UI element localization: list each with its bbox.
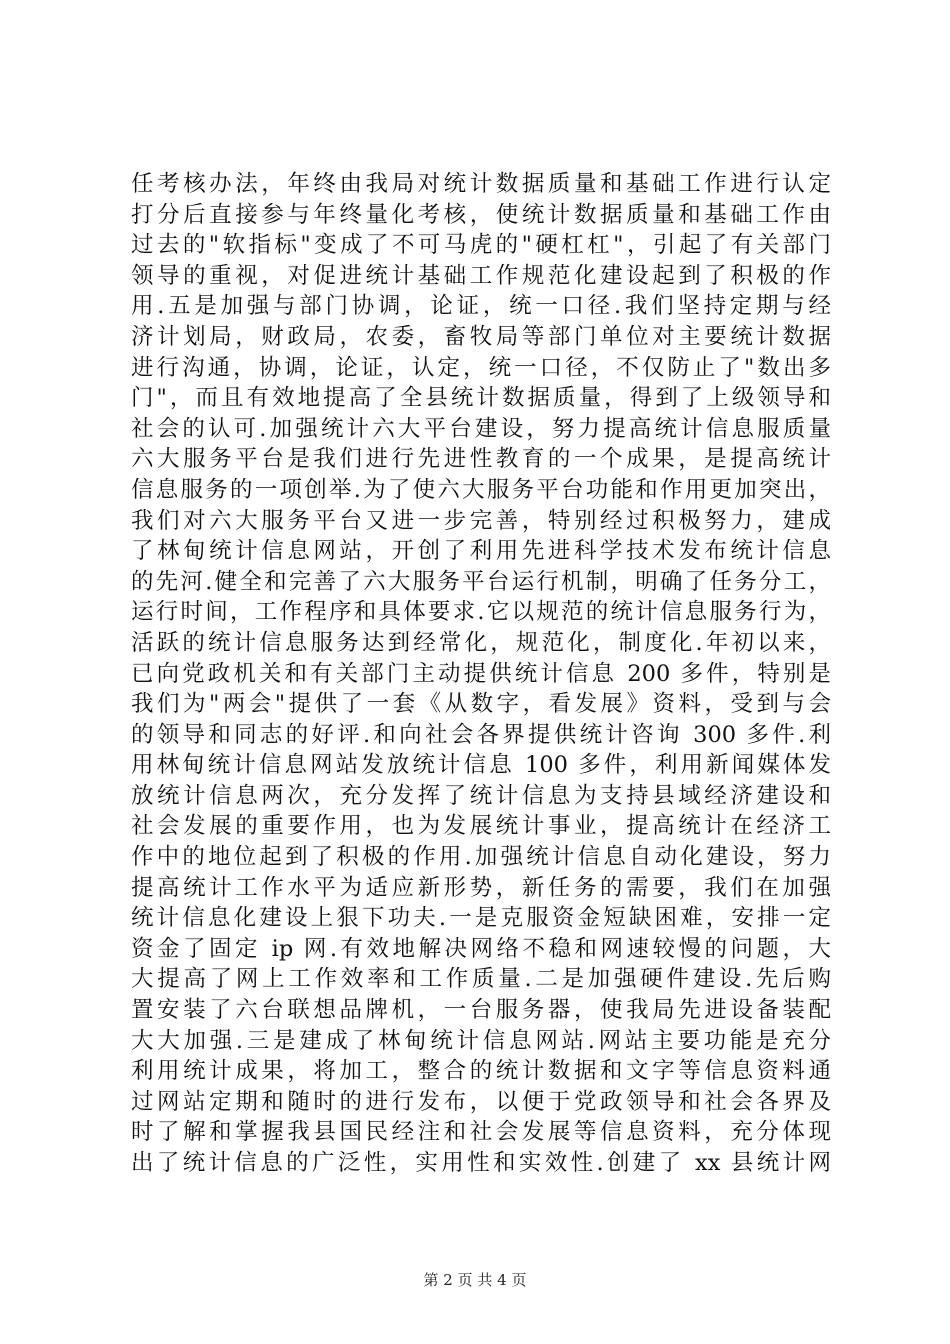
text-line: 用.五是加强与部门协调，论证，统一口径.我们坚持定期与经 — [131, 293, 831, 320]
text-line: 用林甸统计信息网站发放统计信息 100 多件，利用新闻媒体发 — [131, 752, 831, 779]
text-line: 了林甸统计信息网站，开创了利用先进科学技术发布统计信息 — [131, 538, 831, 565]
text-line: 运行时间，工作程序和具体要求.它以规范的统计信息服务行为， — [131, 599, 831, 626]
text-line: 领导的重视，对促进统计基础工作规范化建设起到了积极的作 — [131, 262, 831, 289]
text-line: 的先河.健全和完善了六大服务平台运行机制，明确了任务分工， — [131, 568, 831, 595]
text-line: 打分后直接参与年终量化考核，使统计数据质量和基础工作由 — [131, 201, 831, 228]
text-line: 六大服务平台是我们进行先进性教育的一个成果，是提高统计 — [131, 446, 831, 473]
text-line: 社会的认可.加强统计六大平台建设，努力提高统计信息服质量 — [131, 415, 831, 442]
text-line: 统计信息化建设上狠下功夫.一是克服资金短缺困难，安排一定 — [131, 905, 831, 932]
text-line: 进行沟通，协调，论证，认定，统一口径，不仅防止了"数出多 — [131, 354, 831, 381]
text-line: 置安装了六台联想品牌机，一台服务器，使我局先进设备装配 — [131, 997, 831, 1024]
text-line: 活跃的统计信息服务达到经常化，规范化，制度化.年初以来， — [131, 629, 831, 656]
text-line: 资金了固定 ip 网.有效地解决网络不稳和网速较慢的问题，大 — [131, 935, 831, 962]
text-line: 我们对六大服务平台又进一步完善，特别经过积极努力，建成 — [131, 507, 831, 534]
text-line: 任考核办法，年终由我局对统计数据质量和基础工作进行认定 — [131, 171, 831, 197]
text-line: 大提高了网上工作效率和工作质量.二是加强硬件建设.先后购 — [131, 966, 831, 993]
page-footer: 第 2 页 共 4 页 — [423, 1271, 527, 1289]
text-line: 济计划局，财政局，农委，畜牧局等部门单位对主要统计数据 — [131, 323, 831, 350]
text-line: 信息服务的一项创举.为了使六大服务平台功能和作用更加突出， — [131, 476, 831, 503]
text-line: 已向党政机关和有关部门主动提供统计信息 200 多件，特别是 — [131, 660, 831, 687]
text-line: 提高统计工作水平为适应新形势，新任务的需要，我们在加强 — [131, 874, 831, 901]
text-line: 过去的"软指标"变成了不可马虎的"硬杠杠"，引起了有关部门 — [131, 232, 831, 259]
text-line: 作中的地位起到了积极的作用.加强统计信息自动化建设，努力 — [131, 844, 831, 871]
text-line: 出了统计信息的广泛性，实用性和实效性.创建了 xx 县统计网 — [131, 1150, 831, 1176]
text-line: 利用统计成果，将加工，整合的统计数据和文字等信息资料通 — [131, 1058, 831, 1085]
text-line: 大大加强.三是建成了林甸统计信息网站.网站主要功能是充分 — [131, 1027, 831, 1054]
text-line: 过网站定期和随时的进行发布，以便于党政领导和社会各界及 — [131, 1088, 831, 1115]
text-line: 社会发展的重要作用，也为发展统计事业，提高统计在经济工 — [131, 813, 831, 840]
text-line: 门"，而且有效地提高了全县统计数据质量，得到了上级领导和 — [131, 385, 831, 412]
text-line: 我们为"两会"提供了一套《从数字，看发展》资料，受到与会 — [131, 691, 831, 718]
body-text — [131, 169, 831, 1179]
text-line: 的领导和同志的好评.和向社会各界提供统计咨询 300 多件.利 — [131, 721, 831, 748]
text-line: 放统计信息两次，充分发挥了统计信息为支持县域经济建设和 — [131, 782, 831, 809]
text-line: 时了解和掌握我县国民经注和社会发展等信息资料，充分体现 — [131, 1119, 831, 1146]
